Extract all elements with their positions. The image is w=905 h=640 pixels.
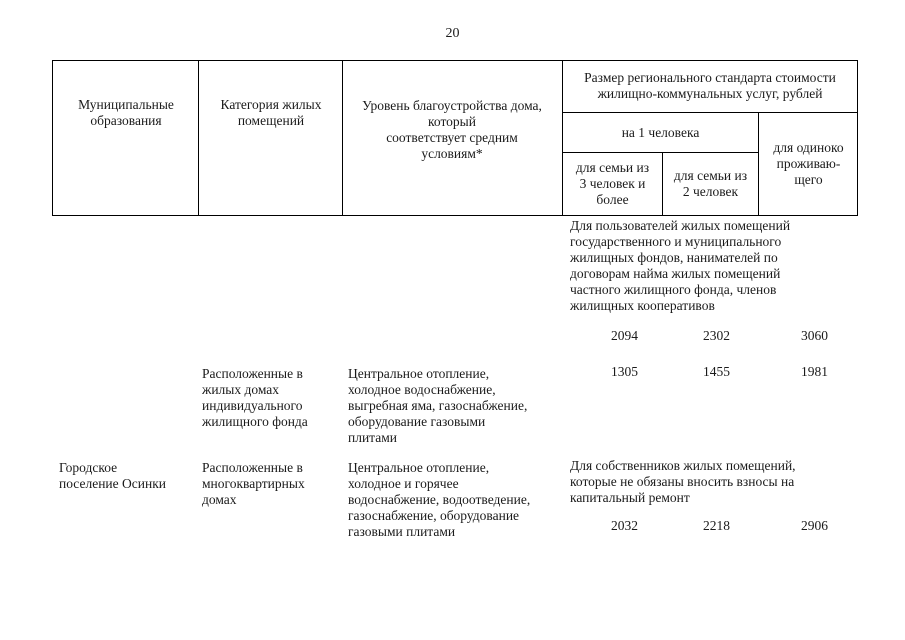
row2-family2-value: 1455 [703,364,730,379]
header-vrule-1 [198,60,199,216]
row3-comfort-level: Центральное отопление, холодное и горячее водоснабжение, водоотведение, газоснабжение, оборудование газовыми плитами [348,460,531,539]
header-vrule-2 [342,60,343,216]
row2-comfort-level: Центральное отопление, холодное водоснабжение, выгребная яма, газоснабжение, оборудование газовыми плитами [348,366,528,445]
header-regional-standard: Размер регионального стандарта стоимости жилищно-коммунальных услуг, рублей [584,70,836,101]
header-vrule-3 [562,60,563,216]
header-comfort-level: Уровень благоустройства дома, который соответствует средним условиям* [362,98,542,161]
header-vrule-6 [857,60,858,216]
header-per-person: на 1 человека [621,124,700,140]
row2-family3-value: 1305 [611,364,638,379]
page-number: 20 [445,26,460,41]
row1-family3-value: 2094 [611,328,638,343]
row3-family3-value: 2032 [611,518,638,533]
row1-single-value: 3060 [801,328,828,343]
row3-family2-value: 2218 [703,518,730,533]
header-single: для одиноко проживаю- щего [773,140,844,187]
header-family-3: для семьи из 3 человек и более [575,160,650,207]
header-bottom-rule [52,215,858,216]
header-municipality: Муниципальные образования [78,97,174,128]
header-vrule-5 [758,112,759,216]
row2-category: Расположенные в жилых домах индивидуального жилищного фонда [202,366,308,429]
owners-note: Для собственников жилых помещений, которые не обязаны вносить взносы на капитальный ремонт [570,458,796,505]
tenants-note: Для пользователей жилых помещений государственного и муниципального жилищных фондов, нанимателей по договорам найма жилых помещений частного жилищного фонда, членов жилищных кооперативов [570,218,791,313]
table-header [52,60,858,216]
row3-category: Расположенные в многоквартирных домах [202,460,305,507]
header-vrule-4 [662,152,663,216]
row3-single-value: 2906 [801,518,828,533]
row1-family2-value: 2302 [703,328,730,343]
header-category: Категория жилых помещений [220,97,322,128]
header-family-2: для семьи из 2 человек [673,168,748,199]
row2-single-value: 1981 [801,364,828,379]
row3-municipality: Городское поселение Осинки [59,460,166,491]
header-vrule-0 [52,60,53,216]
